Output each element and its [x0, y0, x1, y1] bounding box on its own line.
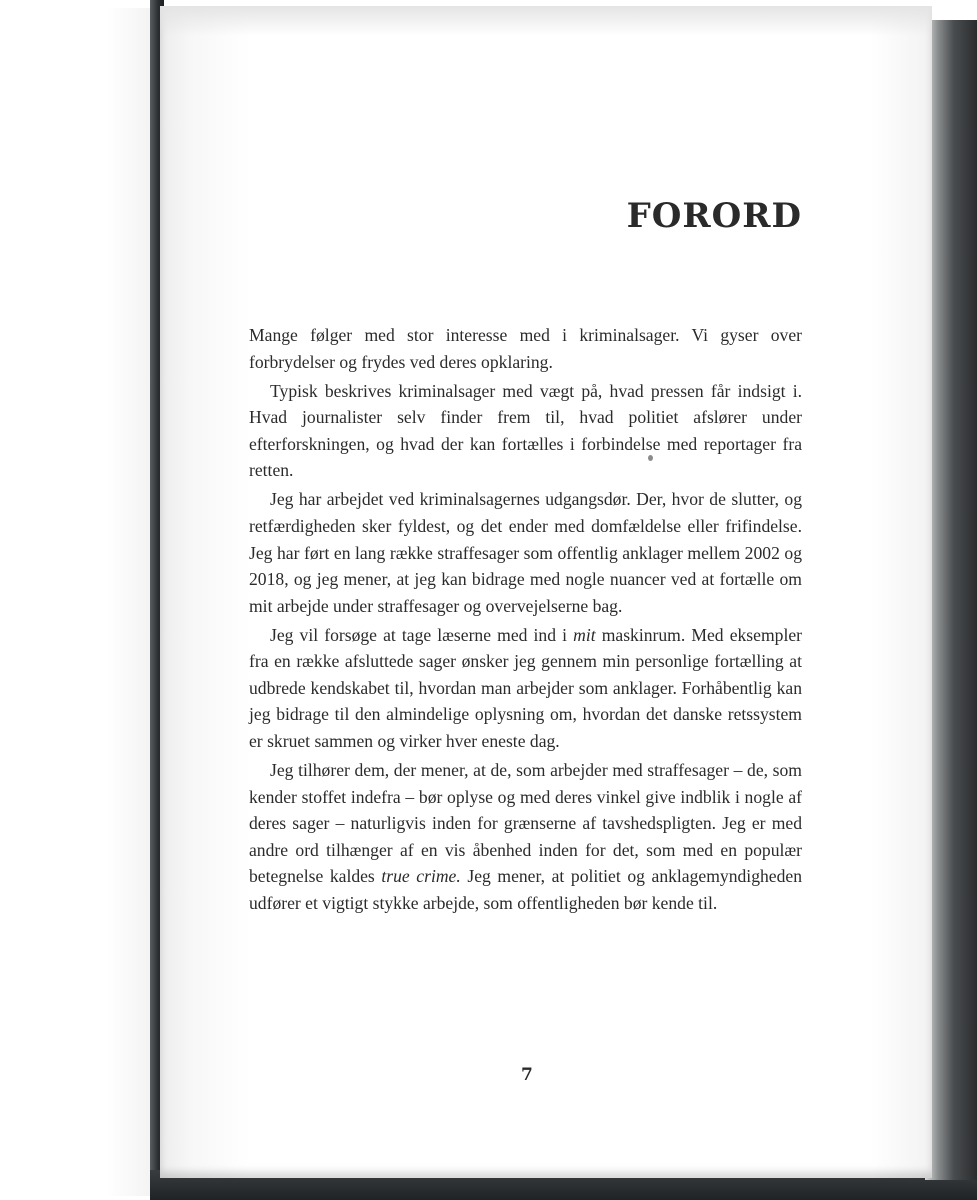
paragraph-text: Jeg har arbejdet ved kriminalsagernes udgangsdør. Der, hvor de slutter, og retfærdigheden sker fyldest, og det ender med domfældelse eller frifindelse. Jeg har ført en lang række straffesager som offentlig anklager mellem 2002 og 2018, og jeg mener, at jeg kan bidrage med nogle nuancer ved at fortælle om mit arbejde under straffesager og overvejelserne bag. [249, 489, 802, 616]
paragraph-text: Jeg tilhører dem, der mener, at de, som arbejder med straffesager – de, som kender stoffet indefra – bør oplyse og med deres vinkel give indblik i nogle af deres sager – naturligvis inden for grænserne af tavshedspligten. Jeg er med andre ord tilhænger af en vis åbenhed inden for det, som med en populær betegnelse kaldes [249, 760, 802, 887]
paragraph [249, 322, 802, 375]
paragraph [249, 622, 802, 755]
paragraph-text: Typisk beskrives kriminalsager med vægt på, hvad pressen får indsigt i. Hvad journalister selv finder frem til, hvad politiet afslører under efterforskningen, og hvad der kan fortælles i forbindelse med reportager fra retten. [249, 380, 802, 481]
body-text [249, 322, 802, 919]
paragraph [249, 486, 802, 619]
paragraph [249, 378, 802, 484]
cover-right-edge [925, 20, 977, 1180]
emphasis-text: mit [573, 624, 596, 645]
emphasis-text: true crime. [381, 866, 461, 887]
paragraph-text: Mange følger med stor interesse med i kriminalsager. Vi gyser over forbrydelser og frydes ved deres opklaring. [249, 325, 802, 372]
paragraph-text: maskinrum. Med eksempler fra en række afsluttede sager ønsker jeg gennem min personlige fortælling at udbrede kendskabet til, hvordan man arbejder som anklager. Forhåbentlig kan jeg bidrage til den almindelige oplysning om, hvordan det danske retssystem er skruet sammen og virker hver eneste dag. [249, 624, 803, 752]
left-page-edge [0, 8, 152, 1196]
paragraph [249, 757, 802, 917]
chapter-title: FORORD [626, 196, 802, 236]
paper-speck [648, 455, 653, 461]
paragraph-text: Jeg vil forsøge at tage læserne med ind i [270, 624, 574, 645]
page-shadow [160, 6, 932, 36]
paragraph-text: Jeg mener, at politiet og anklagemyndigheden udfører et vigtigt stykke arbejde, som offentligheden bør kende til. [249, 866, 802, 914]
page-number: 7 [521, 1065, 533, 1085]
